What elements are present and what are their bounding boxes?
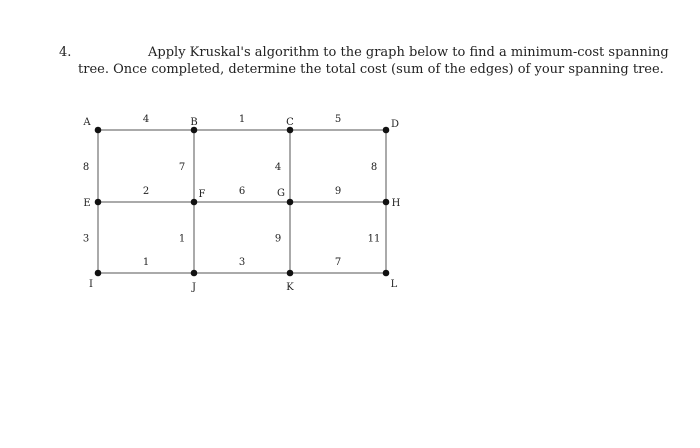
edge-weight-H-L: 11 <box>367 233 381 245</box>
edge-weight-B-C: 1 <box>238 114 246 125</box>
node-label-E: E <box>83 198 91 209</box>
edge-weight-J-K: 3 <box>238 257 246 268</box>
node-D <box>383 127 390 134</box>
node-G <box>287 199 294 206</box>
node-label-H: H <box>391 198 401 209</box>
edge-weight-K-L: 7 <box>334 257 342 268</box>
problem-text-line-1: Apply Kruskal's algorithm to the graph below to find a minimum-cost spanning <box>148 45 669 60</box>
edge-weight-A-B: 4 <box>142 114 150 125</box>
node-label-L: L <box>390 279 398 290</box>
edge-weight-E-F: 2 <box>142 186 150 197</box>
edge-weight-A-E: 8 <box>82 162 90 173</box>
problem-text-line-2: tree. Once completed, determine the total cost (sum of the edges) of your spanning tree. <box>78 62 664 77</box>
node-label-J: J <box>191 282 197 293</box>
node-A <box>95 127 102 134</box>
graph-edges <box>98 130 386 273</box>
node-label-I: I <box>89 279 93 290</box>
node-label-G: G <box>277 188 285 199</box>
node-I <box>95 270 102 277</box>
node-label-B: B <box>190 117 198 128</box>
node-F <box>191 199 198 206</box>
edge-weight-I-J: 1 <box>142 257 150 268</box>
edge-weight-C-D: 5 <box>334 114 342 125</box>
node-E <box>95 199 102 206</box>
edge-weight-D-H: 8 <box>370 162 378 173</box>
edge-weight-F-G: 6 <box>238 186 246 197</box>
node-K <box>287 270 294 277</box>
node-label-K: K <box>286 282 294 293</box>
edge-weight-C-G: 4 <box>274 162 282 173</box>
graph-edge-weights <box>83 114 381 268</box>
edge-weight-F-J: 1 <box>178 233 186 245</box>
edge-weight-B-F: 7 <box>178 162 186 173</box>
node-J <box>191 270 198 277</box>
problem-number: 4. <box>59 45 72 60</box>
node-L <box>383 270 390 277</box>
node-label-A: A <box>83 117 91 128</box>
edge-weight-G-K: 9 <box>274 233 282 245</box>
node-label-F: F <box>198 189 206 200</box>
edge-weight-G-H: 9 <box>334 186 342 197</box>
node-label-D: D <box>390 119 400 130</box>
node-label-C: C <box>286 117 294 128</box>
node-H <box>383 199 390 206</box>
edge-weight-E-I: 3 <box>82 233 90 245</box>
